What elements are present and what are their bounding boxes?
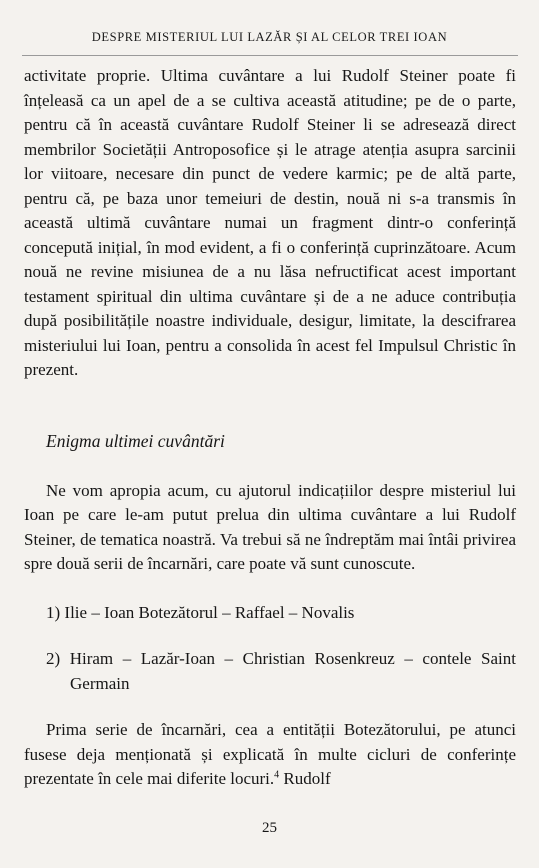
closing-tail: Rudolf	[279, 769, 331, 788]
intro-paragraph: Ne vom apropia acum, cu ajutorul indicațiilor despre misteriul lui Ioan pe care le-am putut prelua din ultima cuvântare a lui Rudolf Steiner, de tematica noastră. Va trebui să ne îndreptăm mai întâi privirea spre două serii de încarnări, care poate vă sunt cunoscute.	[24, 480, 516, 573]
closing-paragraph	[24, 718, 516, 792]
closing-text: Prima serie de încarnări, cea a entității Botezătorului, pe atunci fusese deja menționată și explicată în multe cicluri de conferințe prezentate în cele mai diferite locuri.	[24, 720, 516, 788]
continuation-paragraph: activitate proprie. Ultima cuvântare a lui Rudolf Steiner poate fi înțeleasă ca un apel de a se cultiva această atitudine; pe de o parte, pentru că în această cuvântare Rudolf Steiner li se adresează direct membrilor Societății Antroposofice și le atrage atenția asupra sarcinii lor viitoare, necesare din punct de vedere karmic; pe de altă parte, pentru că, pe baza unor temeiuri de destin, nouă ni s-a transmis în această ultimă cuvântare numai un fragment dintr-o conferință concepută inițial, în mod evident, a fi o conferință cuprinzătoare. Acum nouă ne revine misiunea de a nu lăsa nefructificat acest important testament spiritual din ultima cuvântare și de a ne aduce contribuția după posibilitățile noastre individuale, desigur, limitate, la descifrarea misteriului lui Ioan, pentru a consolida în acest fel Impulsul Christic în prezent.	[24, 66, 516, 379]
footnote-reference[interactable]: 4	[274, 769, 280, 781]
page-body	[24, 64, 516, 792]
list-item: 1) Ilie – Ioan Botezătorul – Raffael – Novalis	[46, 602, 355, 622]
running-header: DESPRE MISTERIUL LUI LAZĂR ȘI AL CELOR TREI IOAN	[91, 30, 448, 44]
list-item: 2) Hiram – Lazăr-Ioan – Christian Rosenkreuz – contele Saint Germain	[46, 649, 516, 693]
page-number: 25	[262, 820, 277, 836]
header-divider	[22, 55, 518, 56]
section-heading: Enigma ultimei cuvântări	[46, 430, 225, 451]
incarnation-list	[24, 601, 516, 697]
